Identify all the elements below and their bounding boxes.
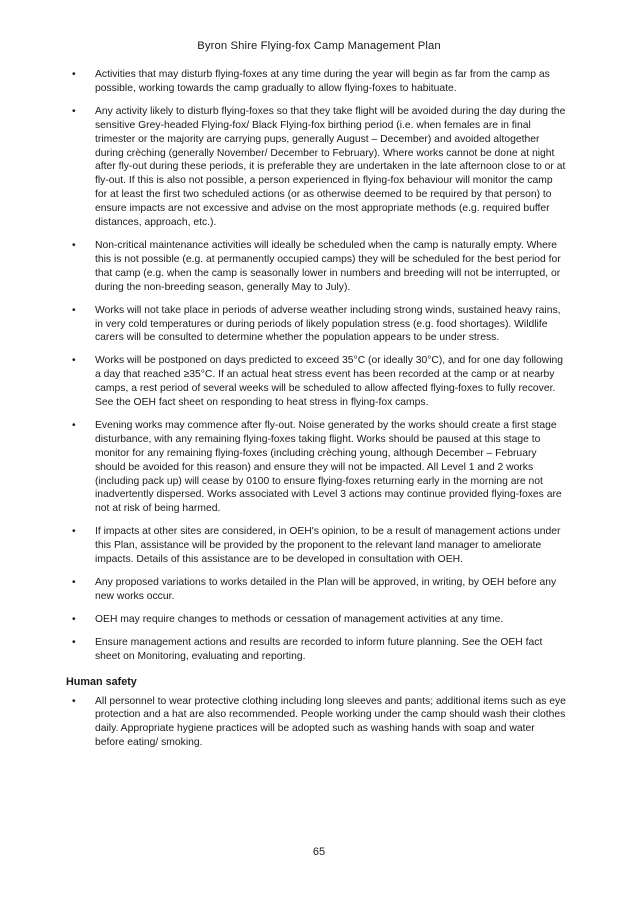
list-item-text: Any proposed variations to works detailed in the Plan will be approved, in writing, by OEH before any new works occur. (95, 577, 557, 602)
list-item (66, 576, 566, 604)
list-item (66, 695, 566, 751)
bullet-icon: • (72, 636, 76, 648)
list-item (66, 613, 566, 627)
bullet-icon: • (72, 526, 76, 538)
bullet-icon: • (72, 69, 76, 80)
list-item (66, 525, 566, 567)
page-body (66, 68, 566, 759)
list-item-text: Non-critical maintenance activities will ideally be scheduled when the camp is naturally empty. Where this is not possible (e.g. at permanently occupied camps) they will be scheduled for the best period for that camp (e.g. when the camp is seasonally lower in numbers and breeding will not be interrupted, or during the non-breeding season, generally May to July). (95, 239, 561, 293)
bullet-icon: • (72, 419, 76, 431)
bullet-icon: • (72, 239, 76, 251)
main-bullet-list (66, 68, 566, 664)
bullet-icon: • (72, 695, 76, 707)
bullet-icon: • (72, 105, 76, 117)
list-item-text: Evening works may commence after fly-out. Noise generated by the works should create a first stage disturbance, with any remaining flying-foxes taking flight. Works should be paused at this stage to monitor for any remaining flying-foxes (including crèching young, although December – February should be avoided for this reason) and ensure they will not be impacted. All Level 1 and 2 works (including pack up) will cease by 0100 to ensure flying-foxes returning early in the morning are not inadvertently dispersed. Works associated with Level 3 actions may continue provided flying-foxes are not at risk of being harmed. (95, 419, 562, 515)
section-heading: Human safety (66, 675, 137, 688)
list-item-text: Works will be postponed on days predicted to exceed 35°C (or ideally 30°C), and for one day following a day that reached ≥35°C. If an actual heat stress event has been recorded at the camp or at nearby camps, a rest period of several weeks will be scheduled to allow affected flying-foxes to fully recover. See the OEH fact sheet on responding to heat stress in flying-fox camps. (95, 355, 564, 409)
human-safety-bullet-list (66, 695, 566, 751)
list-item (66, 105, 566, 230)
page-number: 65 (312, 846, 326, 858)
bullet-icon: • (72, 304, 76, 316)
list-item-text: Any activity likely to disturb flying-foxes so that they take flight will be avoided during the day during the sensitive Grey-headed Flying-fox/ Black Flying-fox birthing period (i.e. when females are in final trimester or the majority are carrying pups, generally August – December) and avoided altogether during crèching (generally November/ December to February). Where works cannot be done at night after fly-out during these periods, it is preferable they are undertaken in the late afternoon close to or at fly-out. If this is also not possible, a person experienced in flying-fox behaviour will monitor the camp for at least the first two scheduled actions (or as otherwise deemed to be required by that person) to ensure impacts are not excessive and advise on the most appropriate methods (e.g. required buffer distances, approach, etc.). (95, 105, 566, 229)
list-item (66, 304, 566, 346)
bullet-icon: • (72, 613, 76, 625)
list-item (66, 636, 566, 664)
list-item (66, 68, 566, 96)
list-item-text: If impacts at other sites are considered, in OEH's opinion, to be a result of management actions under this Plan, assistance will be provided by the proponent to the relevant land manager to ameliorate impacts. Details of this assistance are to be developed in consultation with OEH. (95, 526, 561, 566)
bullet-icon: • (72, 355, 76, 367)
list-item (66, 354, 566, 410)
list-item-text: OEH may require changes to methods or cessation of management activities at any time. (95, 613, 504, 625)
list-item-text: All personnel to wear protective clothing including long sleeves and pants; additional items such as eye protection and a hat are also recommended. People working under the camp should wash their clothes daily. Appropriate hygiene practices will be adopted such as washing hands with soap and water before eating/ smoking. (95, 695, 566, 749)
list-item (66, 239, 566, 295)
list-item-text: Activities that may disturb flying-foxes at any time during the year will begin as far from the camp as possible, working towards the camp gradually to allow flying-foxes to habituate. (95, 69, 550, 94)
running-header: Byron Shire Flying-fox Camp Management Plan (197, 40, 441, 52)
list-item-text: Ensure management actions and results are recorded to inform future planning. See the OEH fact sheet on Monitoring, evaluating and reporting. (95, 636, 543, 662)
list-item (66, 419, 566, 516)
list-item-text: Works will not take place in periods of adverse weather including strong winds, sustained heavy rains, in very cold temperatures or during periods of likely population stress (e.g. food shortages). Wildlife carers will be consulted to determine whether the population appears to be under stress. (95, 304, 561, 344)
bullet-icon: • (72, 577, 76, 588)
